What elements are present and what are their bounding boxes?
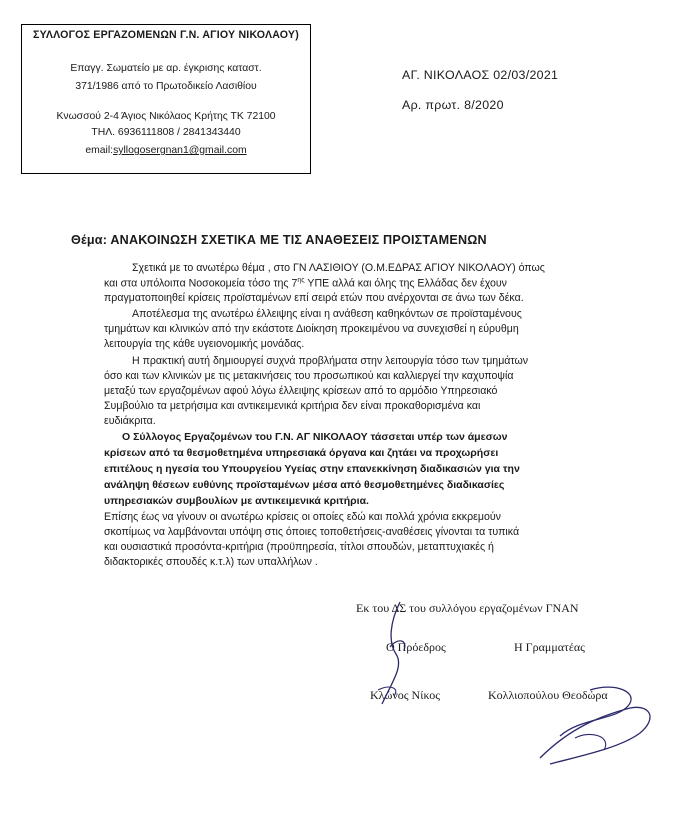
email-label: email: bbox=[85, 145, 114, 156]
body-line: πραγματοποιηθεί κρίσεις προϊσταμένων επί σειρά ετών που ανέρχονται σε άνω των δέκα. bbox=[104, 292, 524, 304]
signature-on-behalf: Εκ του ΔΣ του συλλόγου εργαζομένων ΓΝΑΝ bbox=[356, 601, 579, 615]
body-line-bold: υπηρεσιακών συμβουλίων με αντικειμενικά κριτήρια. bbox=[104, 495, 369, 507]
document-date: ΑΓ. ΝΙΚΟΛΑΟΣ 02/03/2021 bbox=[402, 68, 559, 82]
secretary-name: Κολλιοπούλου Θεοδώρα bbox=[488, 688, 608, 702]
org-address: Κνωσσού 2-4 Άγιος Νικόλαος Κρήτης ΤΚ 72100 bbox=[56, 111, 276, 122]
body-line-bold: επιτέλους η ηγεσία του Υπουργείου Υγείας στην επανεκκίνηση διαδικασιών για την bbox=[104, 463, 520, 475]
body-line-bold: Ο Σύλλογος Εργαζομένων του Γ.Ν. ΑΓ ΝΙΚΟΛΑΟΥ τάσσεται υπέρ των άμεσων bbox=[122, 431, 508, 443]
secretary-title: Η Γραμματέας bbox=[514, 640, 585, 654]
body-line: σκοπίμως να λαμβάνονται υπόψη στις όποιες τοποθετήσεις-αναθέσεις γίνονται τα τυπικά bbox=[104, 526, 520, 538]
org-name: ΣΥΛΛΟΓΟΣ ΕΡΓΑΖΟΜΕΝΩΝ Γ.Ν. ΑΓΙΟΥ ΝΙΚΟΛΑΟΥ) bbox=[33, 29, 299, 41]
body-line: διδακτορικές σπουδές κ.τ.λ) των υπαλλήλων . bbox=[104, 556, 318, 568]
body-line: Σχετικά με το ανωτέρω θέμα , στο ΓΝ ΛΑΣΙΘΙΟΥ (Ο.Μ.ΕΔΡΑΣ ΑΓΙΟΥ ΝΙΚΟΛΑΟΥ) όπως bbox=[132, 262, 545, 274]
email-link[interactable]: syllogosergnan1@gmail.com bbox=[113, 145, 247, 156]
protocol-number: Αρ. πρωτ. 8/2020 bbox=[402, 98, 504, 112]
body-line: ευδιάκριτα. bbox=[104, 415, 156, 427]
org-email-line bbox=[22, 145, 310, 156]
org-registration-line1: Επαγγ. Σωματείο με αρ. έγκρισης καταστ. bbox=[70, 63, 262, 74]
letterhead-box bbox=[21, 24, 311, 174]
president-name: Κλώνος Νίκος bbox=[370, 688, 440, 702]
body-line: τμημάτων και κλινικών από την εκάστοτε Διοίκηση προκειμένου να συνεχισθεί η εύρυθμη bbox=[104, 323, 519, 335]
subject-line: Θέμα: ΑΝΑΚΟΙΝΩΣΗ ΣΧΕΤΙΚΑ ΜΕ ΤΙΣ ΑΝΑΘΕΣΕΙΣ ΠΡΟΙΣΤΑΜΕΝΩΝ bbox=[71, 233, 487, 247]
org-registration-line2: 371/1986 από το Πρωτοδικείο Λασιθίου bbox=[75, 81, 257, 92]
body-line: και στα υπόλοιπα Νοσοκομεία τόσο της $7^{\eta\varsigma}$ ΥΠΕ αλλά και όλης της Ελλάδας δεν έχουν bbox=[104, 277, 507, 290]
body-line: και ουσιαστικά προσόντα-κριτήρια (προϋπηρεσία, τίτλοι σπουδών, μεταπτυχιακές ή bbox=[104, 541, 494, 553]
body-line: Συμβούλιο τα μετρήσιμα και αντικειμενικά κριτήρια δεν είναι προκαθορισμένα και bbox=[104, 400, 481, 412]
org-phone: ΤΗΛ. 6936111808 / 2841343440 bbox=[91, 127, 241, 138]
body-line: λειτουργία της κάθε υγειονομικής μονάδας. bbox=[104, 338, 305, 350]
body-line: όσο και των κλινικών με τις μετακινήσεις του προσωπικού και καλλιεργεί την καχυποψία bbox=[104, 370, 514, 382]
body-line: Αποτέλεσμα της ανωτέρω έλλειψης είναι η ανάθεση καθηκόντων σε προϊσταμένους bbox=[132, 308, 522, 320]
president-title: Ο Πρόεδρος bbox=[386, 640, 446, 654]
body-line: Η πρακτική αυτή δημιουργεί συχνά προβλήματα στην λειτουργία τόσο των τμημάτων bbox=[132, 355, 529, 367]
body-line-bold: ανάληψη θέσεων ευθύνης προϊσταμένων μέσα από θεσμοθετημένες διαδικασίες bbox=[104, 479, 505, 491]
body-line-bold: κρίσεων από τα θεσμοθετημένα υπηρεσιακά όργανα και ζητάει να προχωρήσει bbox=[104, 447, 499, 459]
body-line: μεταξύ των εργαζομένων αφού λόγω έλλειψης κρίσεων από το αρμόδιο Υπηρεσιακό bbox=[104, 385, 498, 397]
body-line: Επίσης έως να γίνουν οι ανωτέρω κρίσεις οι οποίες εδώ και πολλά χρόνια εκκρεμούν bbox=[104, 511, 501, 523]
